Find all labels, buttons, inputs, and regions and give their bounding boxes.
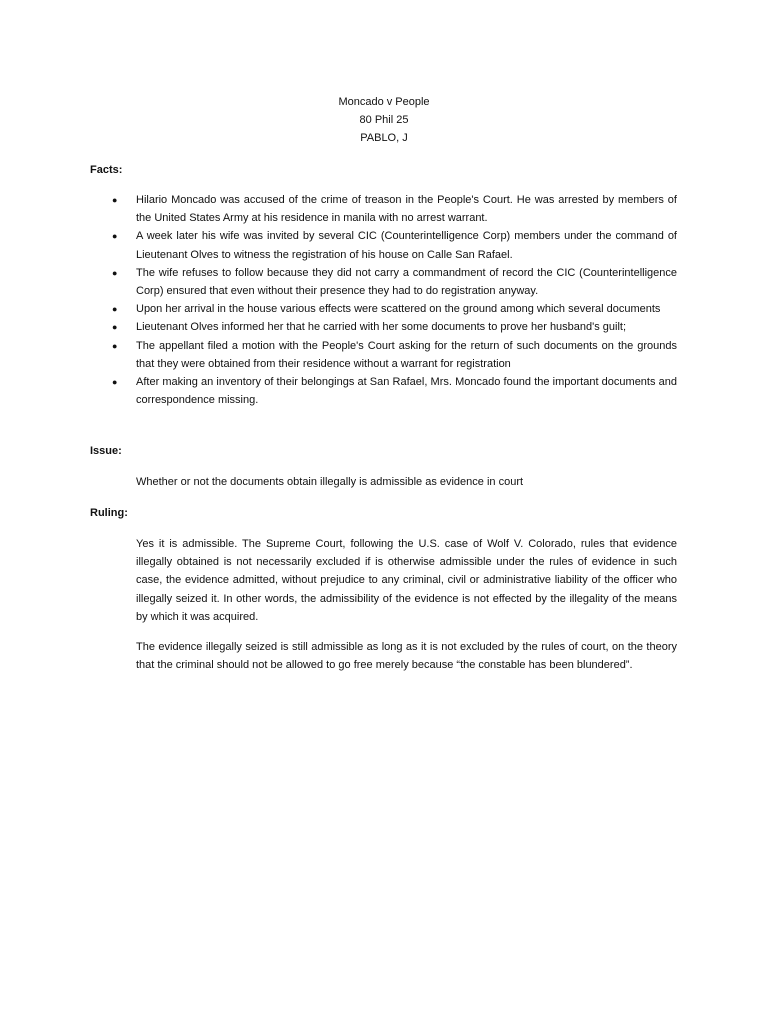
list-item [90,191,677,227]
list-item [90,373,677,409]
fact-text: A week later his wife was invited by several CIC (Counterintelligence Corp) members under the command of Lieutenant Olves to witness the registration of his house on Calle San Rafael. [136,230,677,261]
bullet-icon: ● [112,195,118,205]
bullet-icon: ● [112,267,118,278]
bullet-icon: ● [112,340,118,351]
list-item [90,318,677,336]
ruling-heading: Ruling: [90,507,128,519]
ruling-paragraph-1: Yes it is admissible. The Supreme Court, following the U.S. case of Wolf V. Colorado, rules that evidence illegally obtained is not necessarily excluded if is otherwise admissible under the rules of evidence in such case, the evidence admitted, without prejudice to any criminal, civil or administrative liability of the officer who illegally seized it. In other words, the admissibility of the evidence is not effected by the illegality of the means by which it was acquired. [136,538,677,623]
case-ponente: PABLO, J [360,132,408,144]
list-item [90,227,677,263]
bullet-icon: ● [112,322,118,333]
facts-list [90,191,677,409]
list-item [90,337,677,373]
case-name: Moncado v People [338,96,430,108]
fact-text: Lieutenant Olves informed her that he carried with her some documents to prove her husband's guilt; [136,321,627,334]
fact-text: The wife refuses to follow because they did not carry a commandment of record the CIC (Counterintelligence Corp) ensured that even without their presence they had to do registration anyway. [136,266,677,298]
issue-text: Whether or not the documents obtain illegally is admissible as evidence in court [136,476,524,488]
bullet-icon: ● [112,377,118,388]
facts-heading: Facts: [90,164,123,176]
fact-text: After making an inventory of their belongings at San Rafael, Mrs. Moncado found the important documents and correspondence missing. [136,376,677,407]
list-item [90,300,677,318]
ruling-paragraph-2: The evidence illegally seized is still admissible as long as it is not excluded by the rules of court, on the theory that the criminal should not be allowed to go free merely because “the constable has been blundered”. [136,641,677,672]
fact-text: The appellant filed a motion with the People's Court asking for the return of such documents on the grounds that they were obtained from their residence without a warrant for registration [136,339,677,370]
fact-text: Upon her arrival in the house various effects were scattered on the ground among which several documents [136,303,661,316]
list-item [90,264,677,300]
bullet-icon: ● [112,231,118,242]
case-citation: 80 Phil 25 [359,114,409,126]
case-header [0,93,768,147]
bullet-icon: ● [112,304,118,315]
issue-heading: Issue: [90,445,122,457]
fact-text: Hilario Moncado was accused of the crime of treason in the People's Court. He was arrested by members of the United States Army at his residence in manila with no arrest warrant. [136,194,677,225]
